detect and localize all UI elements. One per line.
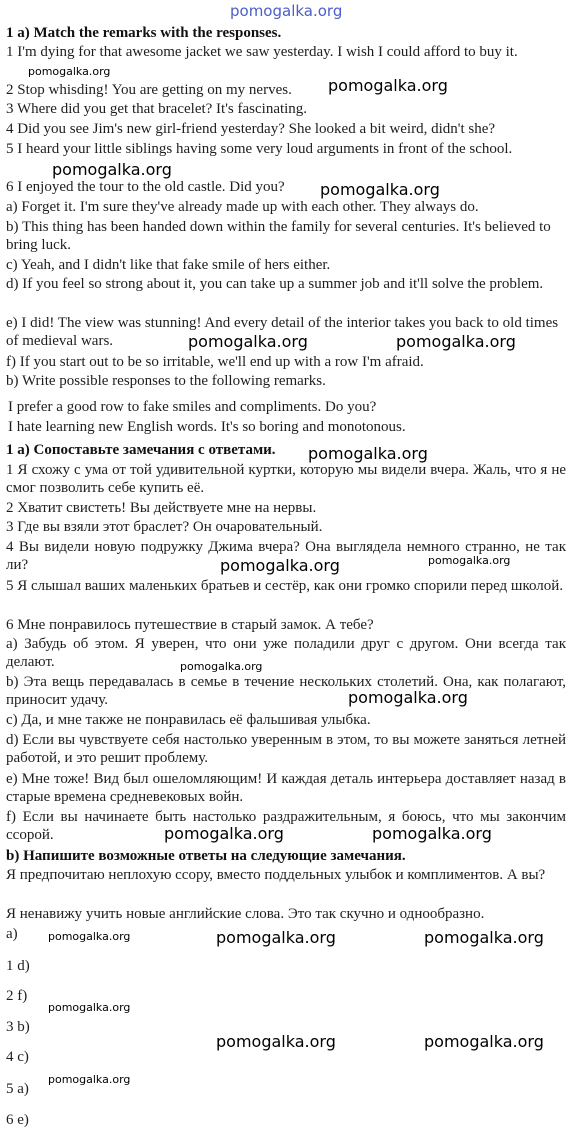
- english-remark-5: 5 I heard your little siblings having some very loud arguments in front of the school.: [6, 141, 513, 157]
- watermark: pomogalka.org: [348, 688, 468, 707]
- russian-response-e: е) Мне тоже! Вид был ошеломляющим! И каждая деталь интерьера доставляет назад в старые времена средневековых войн.: [6, 771, 566, 805]
- russian-response-c: с) Да, и мне также не понравилась её фальшивая улыбка.: [6, 712, 371, 728]
- russian-response-f: f) Если вы начинаете быть настолько раздражительным, я боюсь, что мы закончим ссорой.: [6, 809, 566, 843]
- watermark: pomogalka.org: [48, 1001, 131, 1014]
- watermark: pomogalka.org: [188, 332, 308, 351]
- english-remark-b-2: I hate learning new English words. It's so boring and monotonous.: [8, 419, 406, 435]
- english-response-c: c) Yeah, and I didn't like that fake smile of hers either.: [6, 257, 331, 273]
- english-response-b: b) This thing has been handed down within the family for several centuries. It's believed to bring luck.: [6, 219, 551, 253]
- english-response-a: a) Forget it. I'm sure they've already made up with each other. They always do.: [6, 199, 479, 215]
- watermark: pomogalka.org: [164, 824, 284, 843]
- watermark: pomogalka.org: [48, 1073, 131, 1086]
- watermark: pomogalka.org: [180, 660, 263, 673]
- english-remark-1: 1 I'm dying for that awesome jacket we saw yesterday. I wish I could afford to buy it.: [6, 44, 518, 60]
- answer-6: 6 e): [6, 1112, 29, 1128]
- russian-title: 1 а) Сопоставьте замечания с ответами.: [6, 442, 276, 458]
- english-remark-2: 2 Stop whisding! You are getting on my nerves.: [6, 82, 292, 98]
- answer-3: 3 b): [6, 1019, 30, 1035]
- watermark: pomogalka.org: [216, 1032, 336, 1051]
- watermark: pomogalka.org: [308, 444, 428, 463]
- answer-1: 1 d): [6, 958, 30, 974]
- watermark: pomogalka.org: [396, 332, 516, 351]
- watermark: pomogalka.org: [328, 76, 448, 95]
- english-response-d: d) If you feel so strong about it, you can take up a summer job and it'll solve the problem.: [6, 276, 544, 292]
- watermark: pomogalka.org: [48, 930, 131, 943]
- russian-response-d: d) Если вы чувствуете себя настолько уверенным в этом, то вы можете заняться летней работой, и это решит проблему.: [6, 732, 566, 766]
- answer-2: 2 f): [6, 988, 28, 1004]
- russian-remark-1: 1 Я схожу с ума от той удивительной куртки, которую мы видели вчера. Жаль, что я не смог позволить себе купить её.: [6, 462, 566, 496]
- english-response-f: f) If you start out to be so irritable, we'll end up with a row I'm afraid.: [6, 354, 424, 370]
- watermark: pomogalka.org: [28, 65, 111, 78]
- russian-remark-6: 6 Мне понравилось путешествие в старый замок. А тебе?: [6, 617, 374, 633]
- english-task-b: b) Write possible responses to the following remarks.: [6, 373, 326, 389]
- watermark: pomogalka.org: [424, 928, 544, 947]
- russian-remark-5: 5 Я слышал ваших маленьких братьев и сестёр, как они громко спорили перед школой.: [6, 578, 564, 594]
- watermark: pomogalka.org: [424, 1032, 544, 1051]
- russian-remark-2: 2 Хватит свистеть! Вы действуете мне на нервы.: [6, 500, 317, 516]
- english-remark-3: 3 Where did you get that bracelet? It's fascinating.: [6, 101, 308, 117]
- english-response-e: e) I did! The view was stunning! And every detail of the interior takes you back to old times of medieval wars.: [6, 315, 559, 349]
- russian-remark-b-2: Я ненавижу учить новые английские слова. Это так скучно и однообразно.: [6, 906, 485, 922]
- english-remark-4: 4 Did you see Jim's new girl-friend yesterday? She looked a bit weird, didn't she?: [6, 121, 496, 137]
- english-title: 1 a) Match the remarks with the responses.: [6, 25, 282, 41]
- header-watermark: pomogalka.org: [230, 2, 343, 20]
- answer-line-a: а): [6, 926, 18, 942]
- english-remark-6: 6 I enjoyed the tour to the old castle. Did you?: [6, 179, 285, 195]
- russian-task-b: b) Напишите возможные ответы на следующие замечания.: [6, 848, 406, 864]
- watermark: pomogalka.org: [320, 180, 440, 199]
- russian-remark-3: 3 Где вы взяли этот браслет? Он очаровательный.: [6, 519, 323, 535]
- watermark: pomogalka.org: [372, 824, 492, 843]
- russian-response-b: b) Эта вещь передавалась в семье в течение нескольких столетий. Она, как полагают, приносит удачу.: [6, 674, 566, 708]
- english-remark-b-1: I prefer a good row to fake smiles and compliments. Do you?: [8, 399, 377, 415]
- answer-4: 4 c): [6, 1049, 29, 1065]
- watermark: pomogalka.org: [216, 928, 336, 947]
- answer-5: 5 a): [6, 1081, 29, 1097]
- watermark: pomogalka.org: [52, 160, 172, 179]
- russian-remark-b-1: Я предпочитаю неплохую ссору, вместо поддельных улыбок и комплиментов. А вы?: [6, 867, 546, 883]
- watermark: pomogalka.org: [428, 554, 511, 567]
- watermark: pomogalka.org: [220, 556, 340, 575]
- russian-response-a: а) Забудь об этом. Я уверен, что они уже поладили друг с другом. Они всегда так делают.: [6, 636, 566, 670]
- russian-remark-4: 4 Вы видели новую подружку Джима вчера? Она выглядела немного странно, не так ли?: [6, 539, 566, 573]
